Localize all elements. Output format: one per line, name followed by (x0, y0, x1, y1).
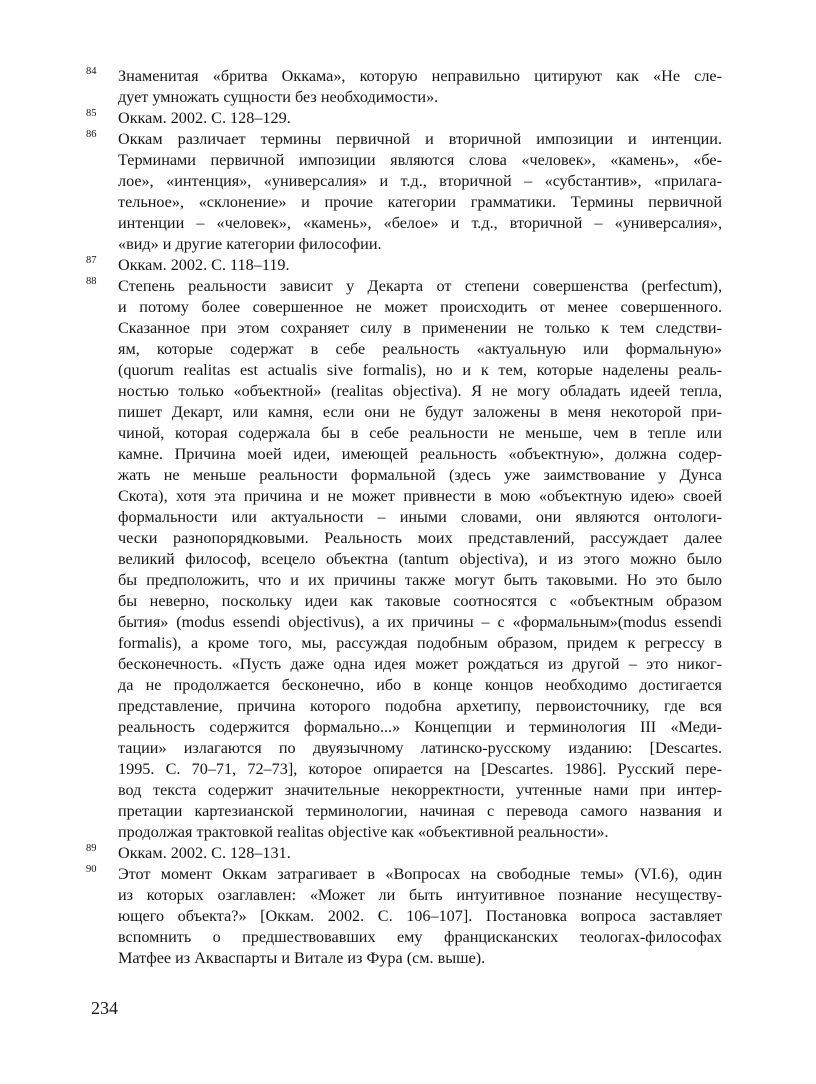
footnote-text (118, 843, 722, 864)
footnote-item (86, 129, 722, 255)
footnote-text (118, 276, 722, 843)
footnote-number: 90 (86, 864, 97, 875)
footnote-line: Степень реальности зависит у Декарта от степени совершенства (perfectum), (118, 277, 722, 295)
footnote-line: Этот момент Оккам затрагивает в «Вопросах на свободные темы» (VI.6), один (118, 865, 722, 883)
footnote-line: продолжая трактовкой realitas objective как «объективной реальности». (118, 823, 609, 841)
footnote-line: бы неверно, поскольку идеи как таковые соотносятся с «объектным образом (118, 592, 722, 610)
footnote-line: 1995. С. 70–71, 72–73], которое опирается на [Descartes. 1986]. Русский пере- (118, 760, 722, 778)
footnote-line: бесконечность. «Пусть даже одна идея может рождаться из другой – это никог- (118, 655, 722, 673)
footnote-line: реальность содержится формально...» Концепции и терминология III «Меди- (118, 718, 722, 736)
footnote-line: Оккам. 2002. С. 128–129. (118, 109, 291, 127)
footnote-item (86, 66, 722, 108)
footnote-line: Знаменитая «бритва Оккама», которую неправильно цитируют как «Не сле- (118, 67, 722, 85)
footnote-line: ностью только «объектной» (realitas objectiva). Я не могу обладать идеей тепла, (118, 382, 722, 400)
footnote-text (118, 108, 722, 129)
footnote-line: пишет Декарт, или камня, если они не будут заложены в меня некоторой при- (118, 403, 722, 421)
footnote-line: Сказанное при этом сохраняет силу в применении не только к тем следстви- (118, 319, 722, 337)
footnote-line: Терминами первичной импозиции являются слова «человек», «камень», «бе- (118, 151, 722, 169)
footnote-line: ям, которые содержат в себе реальность «актуальную или формальную» (118, 340, 722, 358)
footnote-line: чиной, которая содержала бы в себе реальности не меньше, чем в тепле или (118, 424, 722, 442)
footnote-line: и потому более совершенное не может происходить от менее совершенного. (118, 298, 722, 316)
footnote-line: тельное», «склонение» и прочие категории грамматики. Термины первичной (118, 193, 722, 211)
footnote-number: 85 (86, 108, 97, 119)
footnote-line: представление, причина которого подобна архетипу, первоисточнику, где вся (118, 697, 722, 715)
footnote-line: Оккам различает термины первичной и вторичной импозиции и интенции. (118, 130, 722, 148)
footnote-line: formalis), а кроме того, мы, рассуждая подобным образом, придем к регрессу в (118, 634, 722, 652)
footnote-item (86, 255, 722, 276)
footnote-line: вод текста содержит значительные некорректности, учтенные нами при интер- (118, 781, 722, 799)
footnote-item (86, 276, 722, 843)
footnote-line: жать не меньше реальности формальной (здесь уже заимствование у Дунса (118, 466, 722, 484)
footnote-line: из которых озаглавлен: «Может ли быть интуитивное познание несуществу- (118, 886, 722, 904)
footnote-text (118, 66, 722, 108)
footnote-text (118, 864, 722, 969)
footnote-item (86, 843, 722, 864)
footnote-line: (quorum realitas est actualis sive formalis), но и к тем, которые наделены реаль- (118, 361, 722, 379)
footnote-line: бы предположить, что и их причины также могут быть таковыми. Но это было (118, 571, 722, 589)
page-number: 234 (91, 998, 118, 1018)
footnote-number: 87 (86, 255, 97, 266)
footnote-line: да не продолжается бесконечно, ибо в конце концов необходимо достигается (118, 676, 722, 694)
footnote-number: 88 (86, 276, 97, 287)
footnote-line: великий философ, всецело объектна (tantum objectiva), и из этого можно было (118, 550, 722, 568)
footnote-item (86, 108, 722, 129)
footnote-number: 84 (86, 66, 97, 77)
footnote-line: лое», «интенция», «универсалия» и т.д., вторичной – «субстантив», «прилага- (118, 172, 722, 190)
footnote-line: дует умножать сущности без необходимости». (118, 88, 439, 106)
footnote-line: интенции – «человек», «камень», «белое» и т.д., вторичной – «универсалия», (118, 214, 722, 232)
footnote-line: формальности или актуальности – иными словами, они являются онтологи- (118, 508, 722, 526)
footnote-line: вспомнить о предшествовавших ему францисканских теологах-философах (118, 928, 722, 946)
footnote-line: бытия» (modus essendi objectivus), а их причины – с «формальным»(modus essendi (118, 613, 722, 631)
footnotes-list (86, 66, 722, 969)
footnote-number: 89 (86, 843, 97, 854)
footnote-line: претации картезианской терминологии, начиная с перевода самого названия и (118, 802, 722, 820)
footnote-line: Матфее из Акваспарты и Витале из Фура (см. выше). (118, 949, 486, 967)
footnote-item (86, 864, 722, 969)
footnote-line: тации» излагаются по двуязычному латинско-русскому изданию: [Descartes. (118, 739, 722, 757)
footnote-number: 86 (86, 129, 97, 140)
footnote-line: «вид» и другие категории философии. (118, 235, 382, 253)
footnote-line: ющего объекта?» [Оккам. 2002. С. 106–107]. Постановка вопроса заставляет (118, 907, 722, 925)
footnote-line: чески разнопорядковыми. Реальность моих представлений, рассуждает далее (118, 529, 722, 547)
footnote-line: Оккам. 2002. С. 118–119. (118, 256, 290, 274)
footnote-line: Скота), хотя эта причина и не может привнести в мою «объектную идею» своей (118, 487, 722, 505)
footnote-line: камне. Причина моей идеи, имеющей реальность «объектную», должна содер- (118, 445, 722, 463)
footnote-line: Оккам. 2002. С. 128–131. (118, 844, 291, 862)
footnote-text (118, 129, 722, 255)
footnote-text (118, 255, 722, 276)
